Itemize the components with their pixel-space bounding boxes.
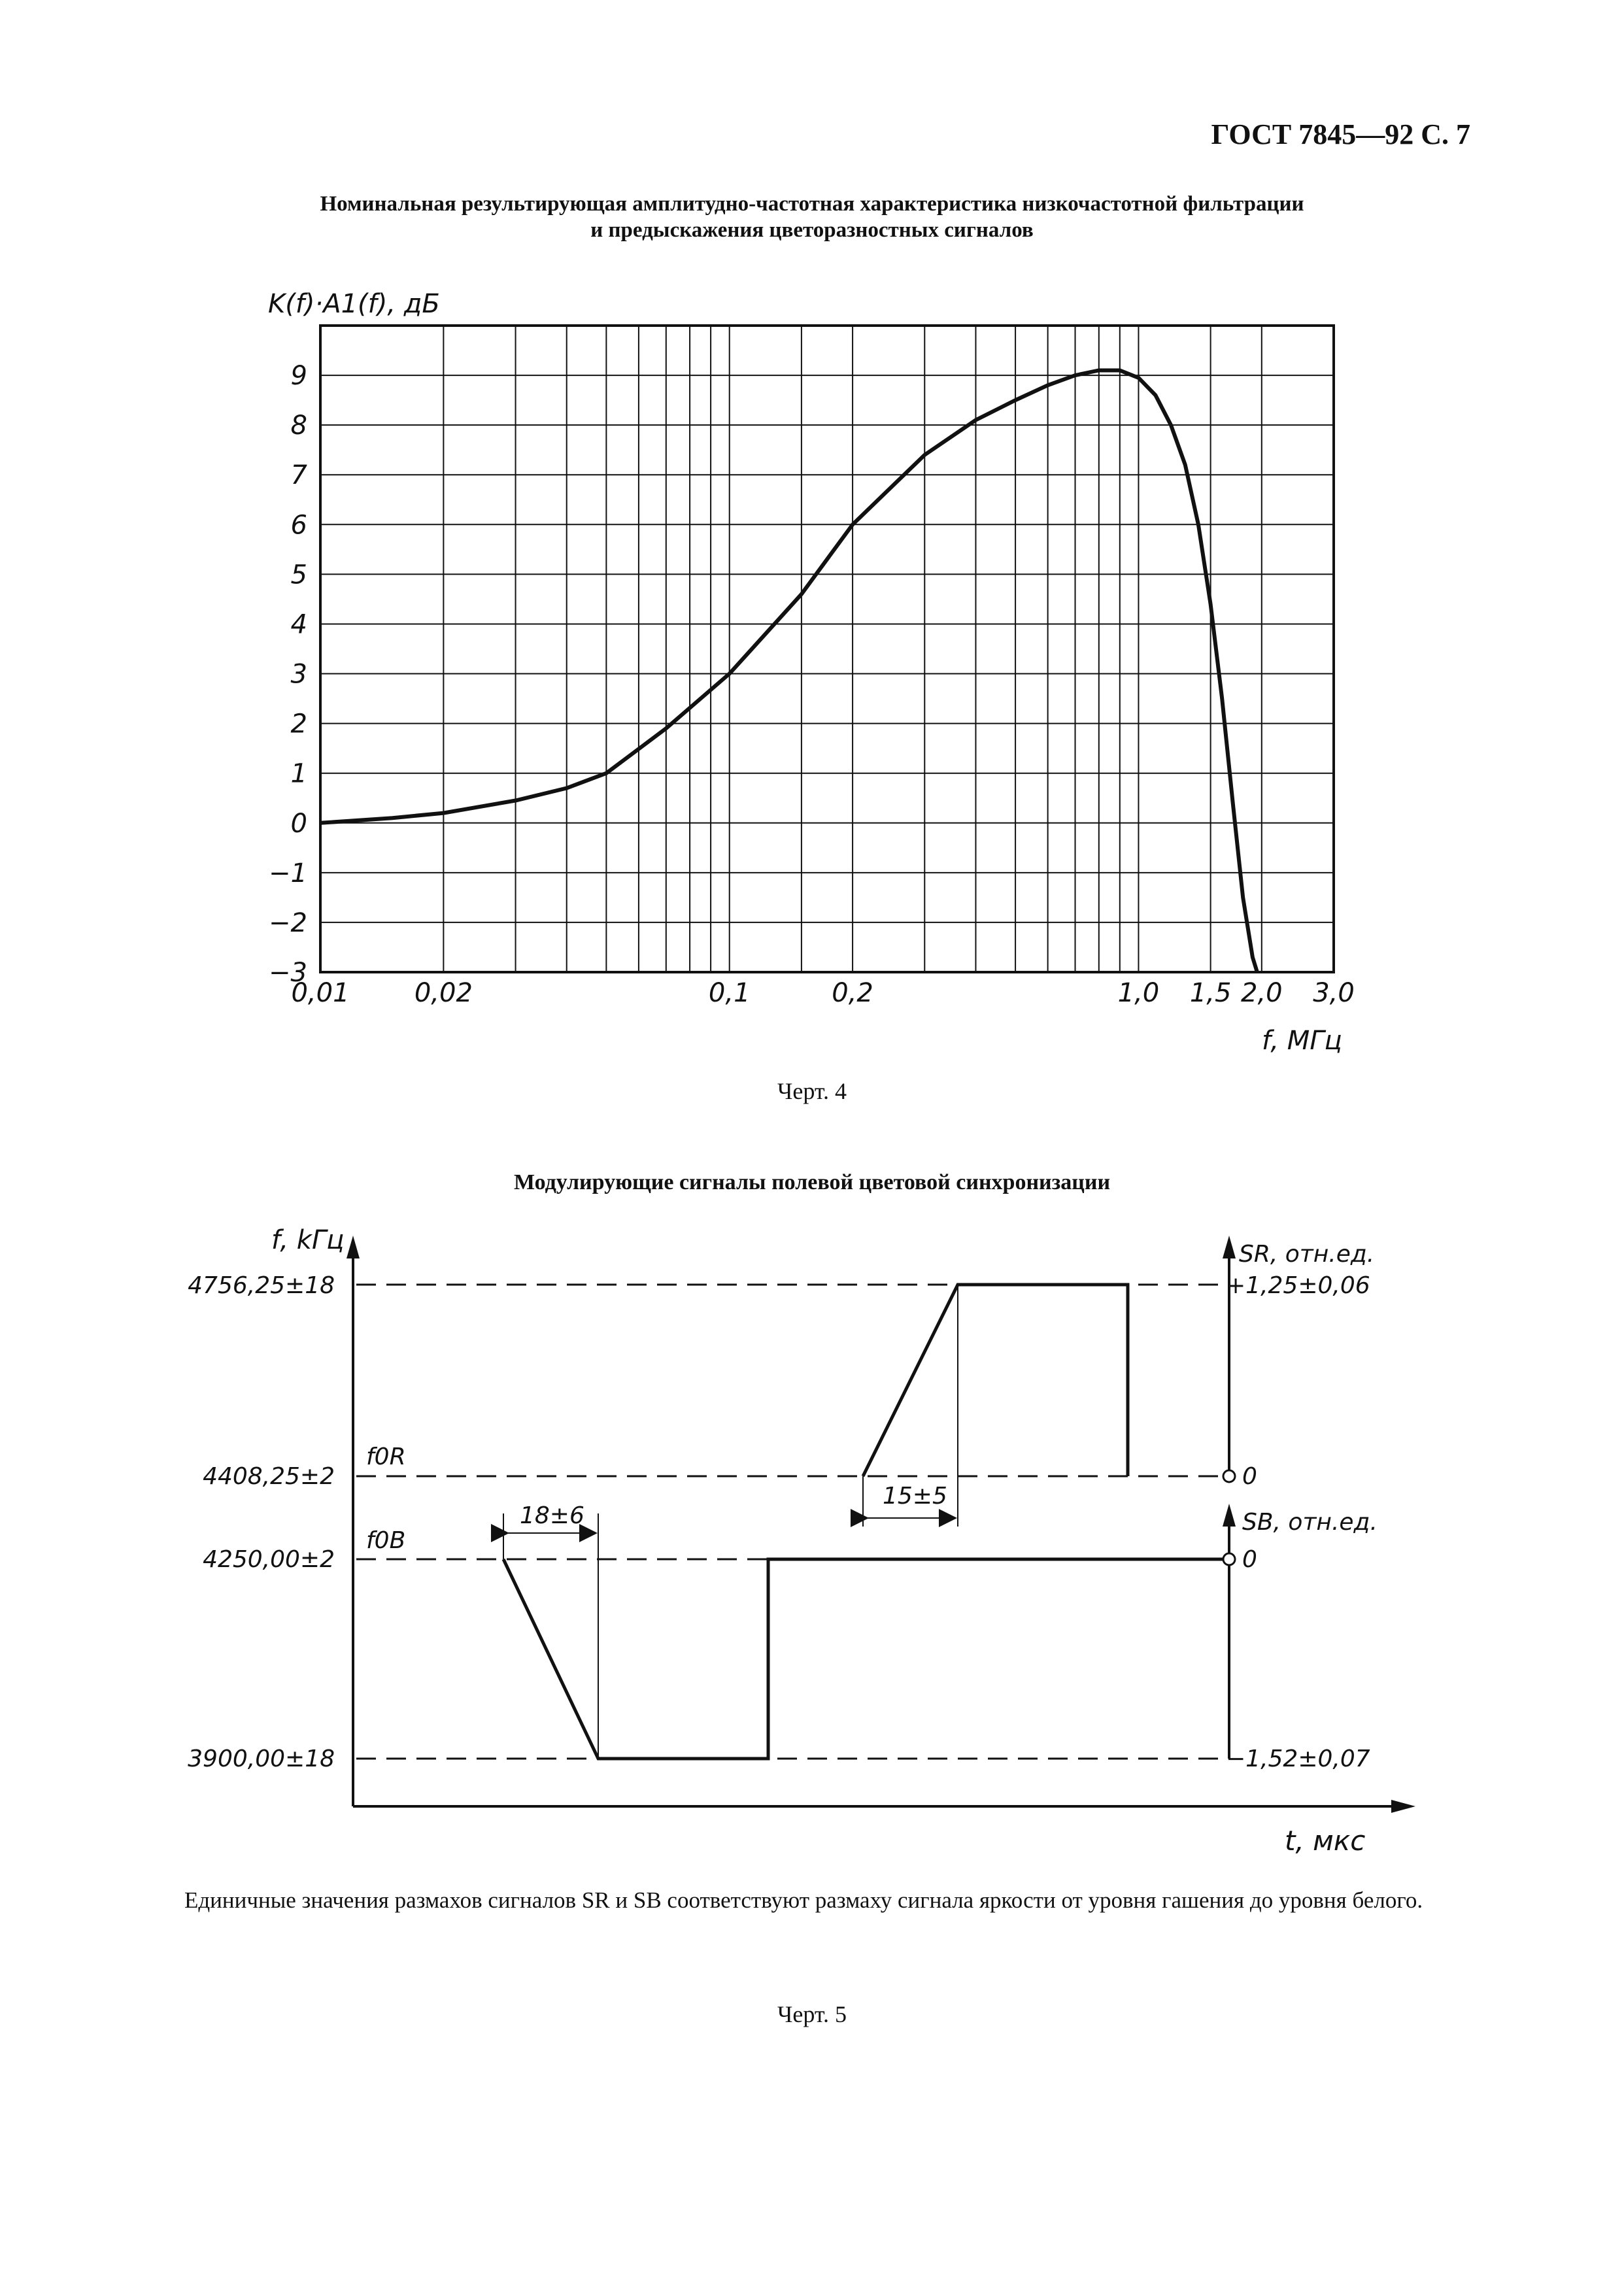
y-tick-label: 7 xyxy=(290,460,307,491)
y-tick-label: 6 xyxy=(290,510,307,541)
t-axis-arrow xyxy=(1391,1800,1415,1813)
x-tick-label: 2,0 xyxy=(1241,978,1283,1008)
x-tick-label: 0,1 xyxy=(708,978,751,1008)
sr-zero-marker xyxy=(1223,1470,1235,1482)
y-tick-label: 8 xyxy=(290,411,307,441)
sb-signal xyxy=(503,1559,1223,1759)
figure5-note: Единичные значения размахов сигналов SR и SB соответствуют размаху сигнала яркости от уровня гашения до уровня белого. xyxy=(184,1887,1423,1913)
dim-sb-label: 18±6 xyxy=(520,1502,584,1529)
x-tick-label: 1,5 xyxy=(1189,978,1232,1008)
level-label-4: 3900,00±18 xyxy=(188,1746,335,1772)
right-label-2: 0 xyxy=(1242,1463,1257,1490)
t-axis-label: t, мкс xyxy=(1285,1825,1366,1857)
sb-axis-label: SB, отн.ед. xyxy=(1242,1509,1378,1536)
f-axis-arrow xyxy=(347,1236,360,1258)
f0b-label: f0B xyxy=(366,1527,406,1554)
y-tick-label: 0 xyxy=(290,808,307,839)
y-tick-label: 2 xyxy=(290,709,307,739)
figure5-caption: Черт. 5 xyxy=(777,2001,847,2027)
y-tick-label: 5 xyxy=(290,560,307,590)
sb-axis-arrow xyxy=(1223,1504,1236,1527)
level-label-3: 4250,00±2 xyxy=(203,1546,335,1573)
figure4-caption: Черт. 4 xyxy=(777,1078,847,1104)
x-tick-label: 0,2 xyxy=(832,978,873,1008)
right-label-1: +1,25±0,06 xyxy=(1226,1272,1370,1299)
sr-axis-label: SR, отн.ед. xyxy=(1239,1241,1375,1268)
f-axis-label: f, kГц xyxy=(271,1225,345,1255)
x-tick-label: 3,0 xyxy=(1313,978,1355,1008)
x-tick-label: 1,0 xyxy=(1117,978,1160,1008)
sr-axis-arrow xyxy=(1223,1236,1236,1258)
right-label-4: −1,52±0,07 xyxy=(1226,1746,1370,1772)
y-tick-label: 1 xyxy=(290,758,307,789)
x-tick-label: 0,01 xyxy=(291,978,350,1008)
level-lines xyxy=(356,1285,1223,1759)
dim-sr-label: 15±5 xyxy=(883,1483,947,1510)
figure4-ylabel: K(f)·A1(f), дБ xyxy=(268,289,440,319)
y-tick-label: −3 xyxy=(269,958,307,988)
level-label-1: 4756,25±18 xyxy=(188,1272,335,1299)
right-label-3: 0 xyxy=(1242,1546,1257,1573)
y-tick-label: 3 xyxy=(290,659,307,690)
figure5-title: Модулирующие сигналы полевой цветовой синхронизации xyxy=(513,1170,1111,1194)
sr-signal xyxy=(863,1285,1128,1476)
y-tick-label: −1 xyxy=(269,858,307,888)
figure4-title-line1: Номинальная результирующая амплитудно-частотная характеристика низкочастотной фильтрации xyxy=(320,192,1304,216)
page-header: ГОСТ 7845—92 С. 7 xyxy=(1211,118,1470,150)
x-tick-label: 0,02 xyxy=(414,978,473,1008)
figure4-xlabel: f, МГц xyxy=(1262,1026,1342,1056)
level-label-2: 4408,25±2 xyxy=(203,1463,335,1490)
f0r-label: f0R xyxy=(366,1443,406,1470)
y-tick-label: 4 xyxy=(290,609,307,640)
y-tick-label: −2 xyxy=(269,907,307,938)
figure4-title-line2: и предыскажения цветоразностных сигналов xyxy=(590,218,1034,242)
y-tick-label: 9 xyxy=(290,361,307,392)
sb-zero-marker xyxy=(1223,1553,1235,1565)
